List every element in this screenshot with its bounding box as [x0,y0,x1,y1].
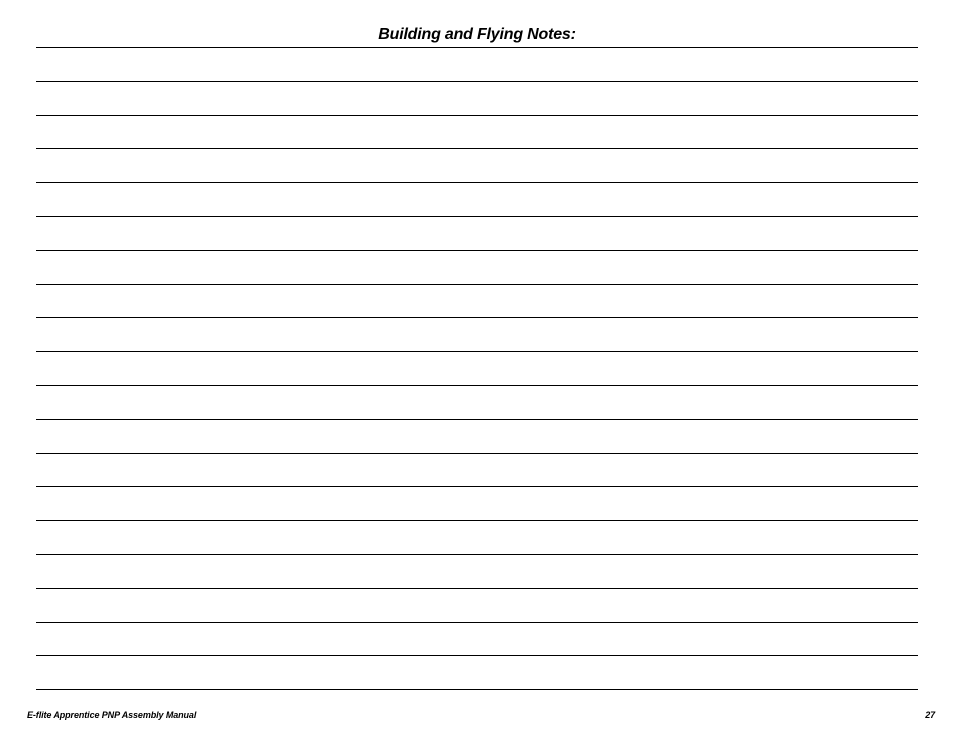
note-line [36,148,918,149]
note-line [36,655,918,656]
note-line [36,486,918,487]
note-line [36,453,918,454]
footer-page-number: 27 [925,710,935,720]
note-line [36,47,918,48]
notes-lines [36,0,918,700]
note-line [36,115,918,116]
note-line [36,216,918,217]
note-line [36,385,918,386]
page-title: Building and Flying Notes: [378,26,576,43]
note-line [36,250,918,251]
note-line [36,81,918,82]
footer-manual-title: E-flite Apprentice PNP Assembly Manual [27,710,197,720]
note-line [36,554,918,555]
note-line [36,689,918,690]
note-line [36,317,918,318]
note-line [36,622,918,623]
note-line [36,419,918,420]
note-line [36,351,918,352]
note-line [36,588,918,589]
note-line [36,284,918,285]
note-line [36,520,918,521]
note-line [36,182,918,183]
